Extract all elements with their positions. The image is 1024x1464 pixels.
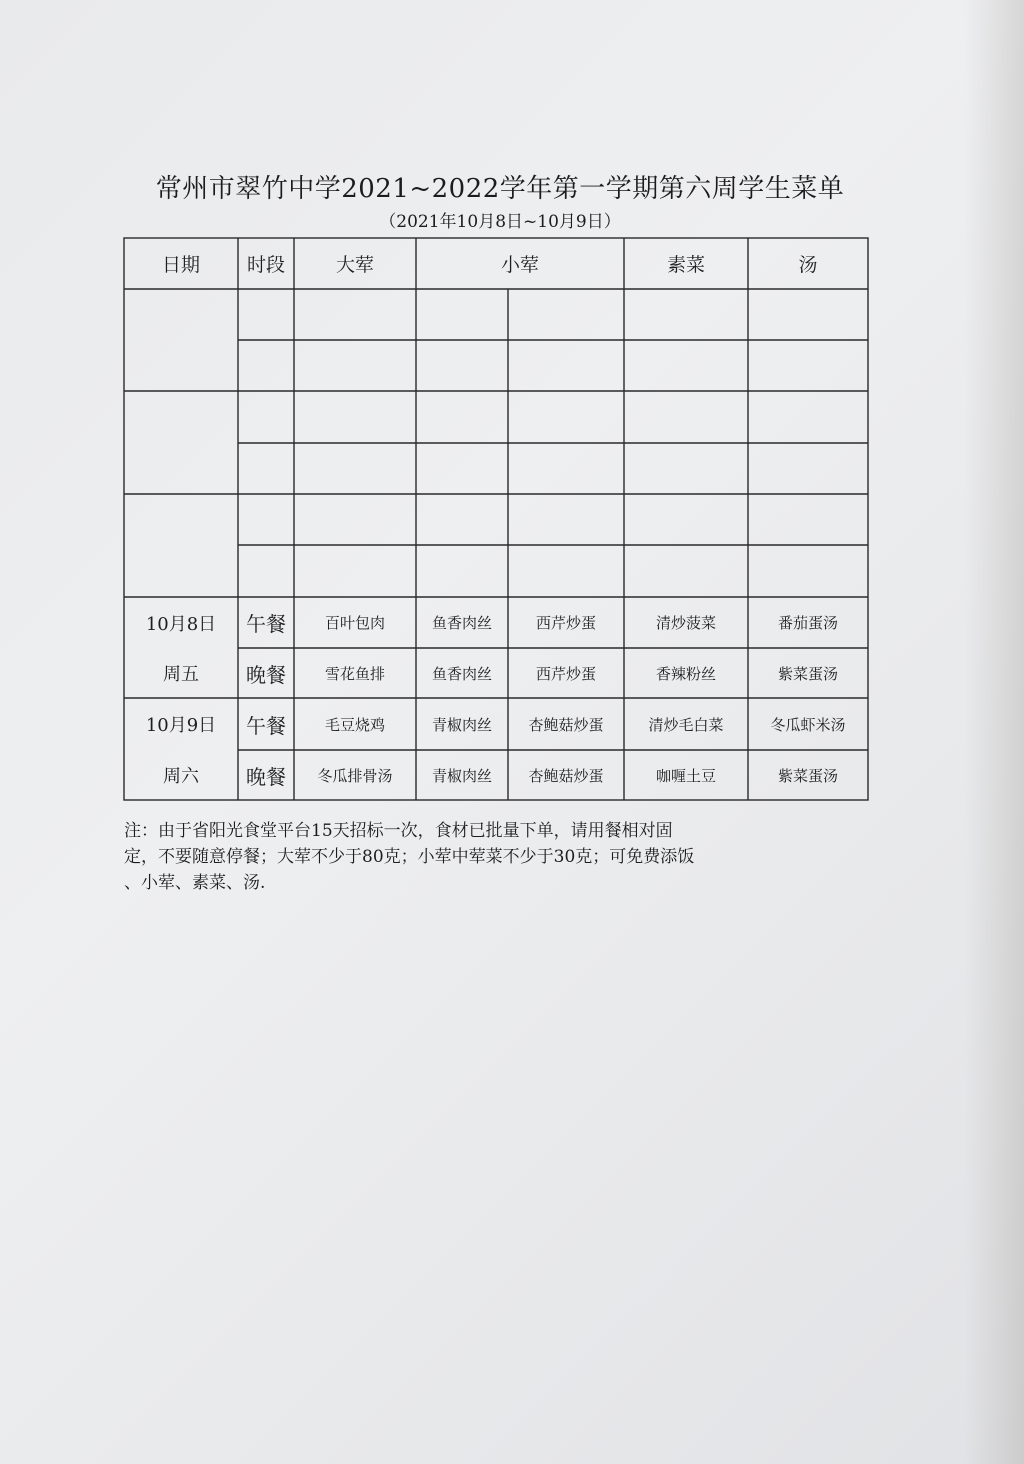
dish-vegetable: 咖喱土豆 [655, 766, 716, 785]
dish-small-meat-1: 鱼香肉丝 [431, 664, 492, 683]
footnote-line: 注：由于省阳光食堂平台15天招标一次，食材已批量下单，请用餐相对固 [124, 821, 673, 841]
dish-small-meat-2: 杏鲍菇炒蛋 [528, 715, 604, 734]
dish-small-meat-2: 西芹炒蛋 [535, 614, 596, 632]
day-weekday: 周六 [163, 766, 199, 787]
dish-small-meat-2: 西芹炒蛋 [535, 664, 596, 683]
meal-slot: 晚餐 [246, 764, 286, 789]
header-small-meat: 小荤 [500, 254, 539, 276]
dish-vegetable: 清炒毛白菜 [648, 715, 724, 734]
dish-big-meat: 毛豆烧鸡 [324, 715, 385, 734]
dish-big-meat: 冬瓜排骨汤 [317, 766, 393, 785]
header-big-meat: 大荤 [335, 254, 374, 276]
menu-footnote [124, 818, 869, 896]
header-slot: 时段 [246, 254, 285, 276]
day-date: 10月8日 [145, 613, 217, 635]
dish-soup: 紫菜蛋汤 [777, 664, 838, 683]
dish-soup: 冬瓜虾米汤 [770, 715, 846, 734]
dish-small-meat-2: 杏鲍菇炒蛋 [528, 766, 604, 785]
dish-soup: 紫菜蛋汤 [777, 766, 838, 785]
menu-title: 常州市翠竹中学2021~2022学年第一学期第六周学生菜单 [155, 174, 845, 204]
dish-vegetable: 香辣粉丝 [655, 664, 716, 683]
footnote-line: 定，不要随意停餐；大荤不少于80克；小荤中荤菜不少于30克；可免费添饭 [124, 847, 695, 867]
header-vegetable: 素菜 [666, 254, 705, 276]
day-date: 10月9日 [145, 715, 217, 736]
meal-slot: 午餐 [246, 713, 286, 738]
menu-date-range: （2021年10月8日~10月9日） [379, 212, 621, 232]
header-soup: 汤 [798, 254, 818, 276]
meal-slot: 午餐 [246, 612, 286, 636]
dish-small-meat-1: 青椒肉丝 [431, 715, 492, 734]
dish-big-meat: 百叶包肉 [324, 614, 385, 632]
dish-small-meat-1: 青椒肉丝 [431, 766, 492, 785]
dish-vegetable: 清炒菠菜 [655, 614, 716, 632]
day-weekday: 周五 [163, 664, 199, 685]
dish-big-meat: 雪花鱼排 [324, 664, 385, 683]
dish-soup: 番茄蛋汤 [777, 614, 838, 632]
dish-small-meat-1: 鱼香肉丝 [431, 614, 492, 632]
footnote-line: 、小荤、素菜、汤. [124, 873, 266, 893]
meal-slot: 晚餐 [246, 662, 286, 687]
header-date: 日期 [161, 254, 200, 276]
